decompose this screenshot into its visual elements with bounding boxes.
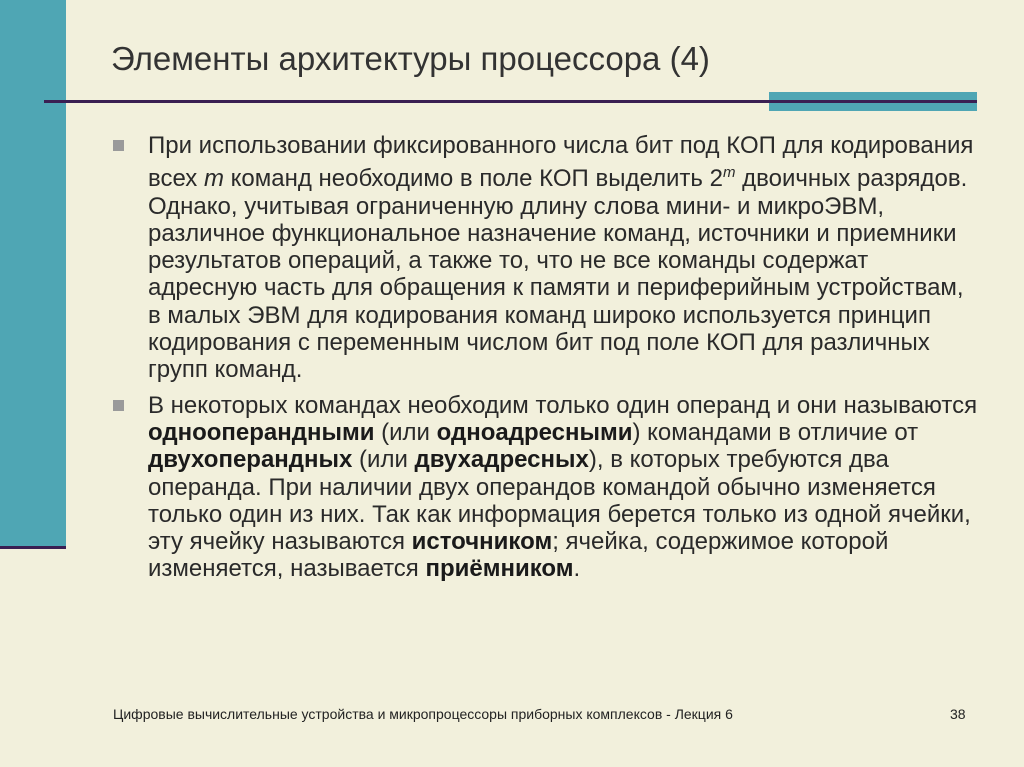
- text-segment: приёмником: [425, 555, 574, 583]
- text-segment: (или: [352, 446, 415, 474]
- text-segment: двухоперандных: [148, 446, 353, 474]
- left-accent-band: [0, 0, 66, 547]
- text-segment: ), в которых требуются два операнда. При наличии двух операндов командой обычно изменяется только один из них. Так как информация берется только из одной ячейки, эту ячейку называются: [148, 446, 971, 556]
- text-segment: источником: [411, 528, 553, 556]
- text-segment: команд необходимо в поле КОП выделить 2: [223, 165, 723, 193]
- text-segment: (или: [374, 418, 437, 446]
- title-accent-rule: [769, 100, 977, 103]
- bullet-square-icon: [113, 400, 124, 411]
- bullet-square-icon: [113, 140, 124, 151]
- slide-title: Элементы архитектуры процессора (4): [111, 40, 710, 77]
- bullet-text: [148, 132, 982, 384]
- bullet-text: [148, 392, 982, 583]
- text-segment: ; ячейка, содержимое которой изменяется, называется: [148, 528, 889, 583]
- bullet-item: [112, 132, 982, 384]
- text-segment: m: [722, 164, 736, 182]
- text-segment: m: [203, 165, 224, 193]
- bullet-item: [112, 392, 982, 583]
- left-accent-rule: [0, 546, 66, 549]
- text-segment: двухадресных: [414, 446, 589, 474]
- text-segment: При использовании фиксированного числа бит под КОП для кодирования всех: [148, 132, 974, 193]
- slide-content: [112, 132, 982, 591]
- text-segment: В некоторых командах необходим только один операнд и они называются: [148, 391, 978, 419]
- text-segment: ) командами в отличие от: [632, 418, 919, 446]
- page-number: 38: [950, 706, 966, 722]
- text-segment: одноадресными: [436, 418, 633, 446]
- text-segment: .: [573, 555, 581, 583]
- text-segment: двоичных разрядов. Однако, учитывая ограниченную длину слова мини- и микроЭВМ, различное функциональное назначение команд, источники и приемники результатов операций, а также то, что не все команды содержат адресную часть для обращения к памяти и периферийным устройствам, в малых ЭВМ для кодирования команд широко используется принцип кодирования с переменным числом бит под поле КОП для различных групп команд.: [148, 165, 968, 384]
- slide-footer: Цифровые вычислительные устройства и микропроцессоры приборных комплексов - Лекция 6: [113, 706, 733, 722]
- text-segment: однооперандными: [148, 418, 375, 446]
